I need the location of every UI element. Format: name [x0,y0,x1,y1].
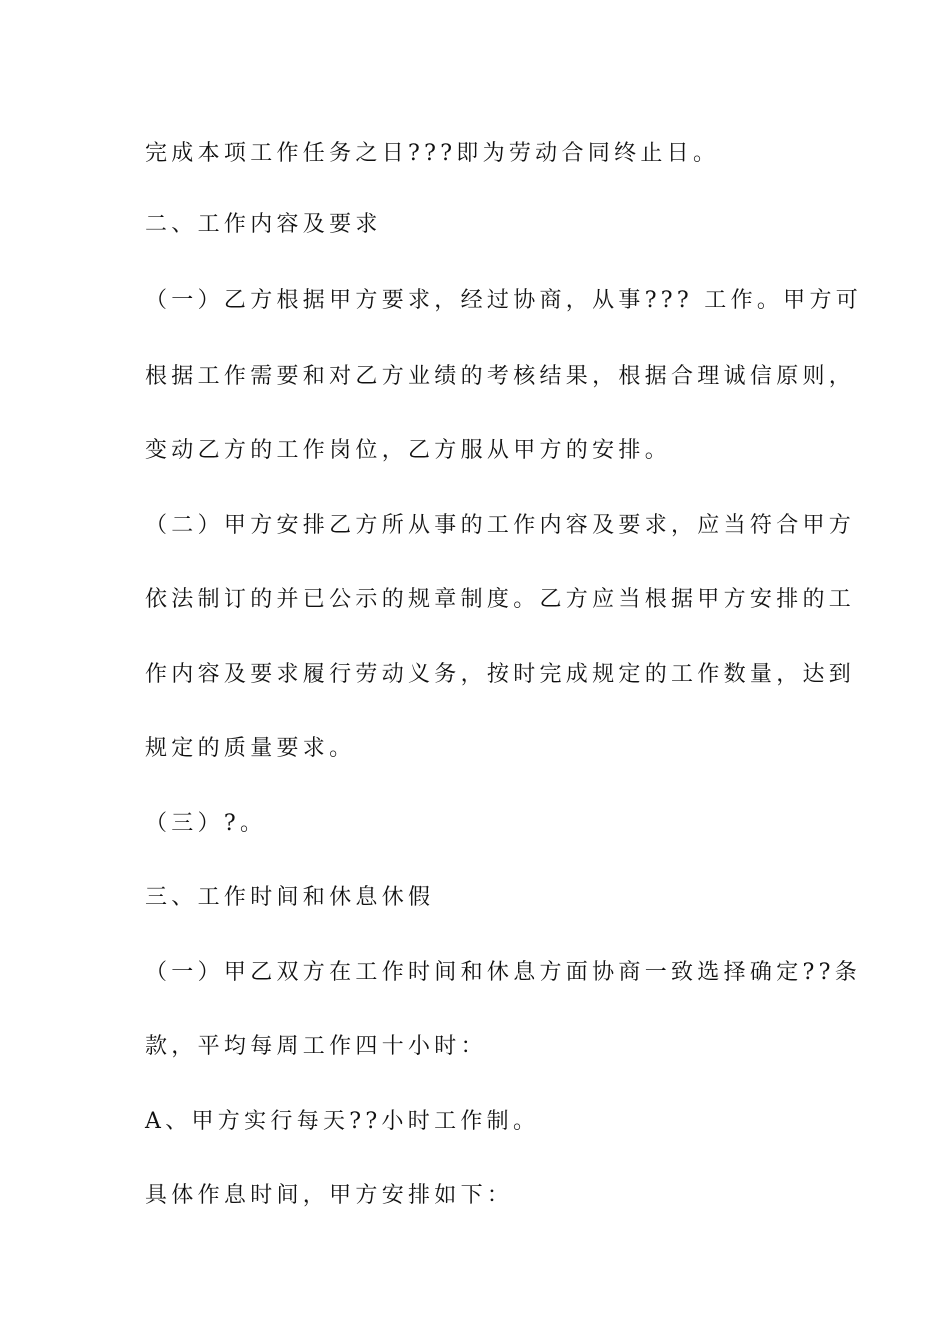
text-line: 款，平均每周工作四十小时： [145,1034,487,1059]
section-heading: 二、工作内容及要求 [145,212,382,237]
text-line: 作内容及要求履行劳动义务，按时完成规定的工作数量，达到 [145,662,856,687]
text-line: （一）乙方根据甲方要求，经过协商，从事??? 工作。甲方可 [145,288,863,313]
text-line: （一）甲乙双方在工作时间和休息方面协商一致选择确定??条 [145,960,861,985]
text-line: 规定的质量要求。 [145,736,356,761]
text-line: （二）甲方安排乙方所从事的工作内容及要求，应当符合甲方 [145,513,856,538]
text-line: （三）?。 [145,811,267,836]
section-heading: 三、工作时间和休息休假 [145,885,435,910]
text-line: 完成本项工作任务之日???即为劳动合同终止日。 [145,141,720,166]
text-line: 变动乙方的工作岗位，乙方服从甲方的安排。 [145,438,672,463]
text-line: A、甲方实行每天??小时工作制。 [145,1109,540,1134]
text-line: 依法制订的并已公示的规章制度。乙方应当根据甲方安排的工 [145,587,856,612]
text-line: 根据工作需要和对乙方业绩的考核结果，根据合理诚信原则， [145,364,856,389]
text-line: 具体作息时间，甲方安排如下： [145,1183,514,1208]
